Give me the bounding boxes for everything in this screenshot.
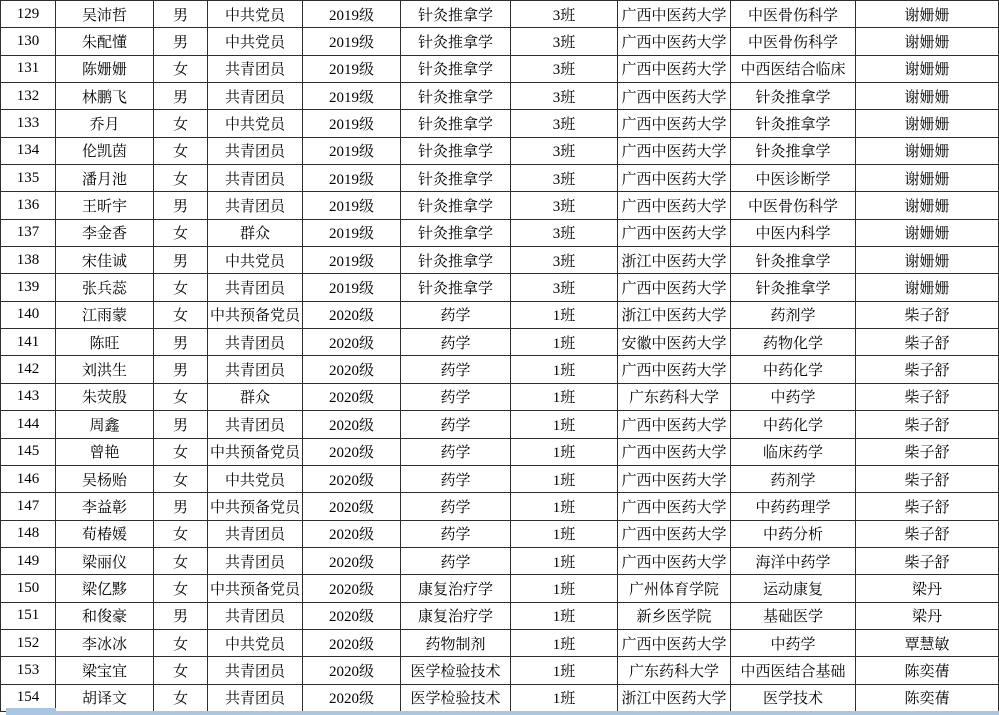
table-cell[interactable]: 1班 — [511, 657, 618, 684]
table-row — [1, 329, 999, 356]
table-cell[interactable]: 2020级 — [303, 520, 401, 547]
table-cell[interactable]: 145 — [1, 438, 56, 465]
table-cell[interactable]: 药学 — [401, 356, 511, 383]
table-cell[interactable]: 1班 — [511, 411, 618, 438]
table-cell[interactable]: 女 — [154, 110, 208, 137]
table-cell[interactable]: 柴子舒 — [856, 547, 999, 574]
table-cell[interactable]: 共青团员 — [208, 83, 303, 110]
table-cell[interactable]: 女 — [154, 137, 208, 164]
table-cell[interactable]: 3班 — [511, 274, 618, 301]
table-cell[interactable]: 2019级 — [303, 28, 401, 55]
table-cell[interactable]: 广州体育学院 — [618, 575, 731, 602]
table-cell[interactable]: 2019级 — [303, 274, 401, 301]
table-cell[interactable]: 针灸推拿学 — [401, 247, 511, 274]
table-cell[interactable]: 男 — [154, 192, 208, 219]
table-cell[interactable]: 李金香 — [56, 219, 154, 246]
table-cell[interactable]: 陈旺 — [56, 329, 154, 356]
table-row — [1, 274, 999, 301]
table-cell[interactable]: 2019级 — [303, 192, 401, 219]
table-cell[interactable]: 和俊豪 — [56, 602, 154, 629]
table-cell[interactable]: 共青团员 — [208, 684, 303, 711]
table-cell[interactable]: 女 — [154, 657, 208, 684]
table-cell[interactable]: 广西中医药大学 — [618, 28, 731, 55]
table-cell[interactable]: 133 — [1, 110, 56, 137]
table-cell[interactable]: 群众 — [208, 219, 303, 246]
table-cell[interactable]: 2020级 — [303, 438, 401, 465]
table-cell[interactable]: 共青团员 — [208, 192, 303, 219]
table-cell[interactable]: 柴子舒 — [856, 520, 999, 547]
table-cell[interactable]: 2019级 — [303, 83, 401, 110]
table-cell[interactable]: 谢姗姗 — [856, 137, 999, 164]
table-cell[interactable]: 女 — [154, 465, 208, 492]
table-cell[interactable]: 135 — [1, 165, 56, 192]
table-cell[interactable]: 谢姗姗 — [856, 83, 999, 110]
table-cell[interactable]: 153 — [1, 657, 56, 684]
table-cell[interactable]: 医学检验技术 — [401, 684, 511, 711]
table-cell[interactable]: 药学 — [401, 301, 511, 328]
table-cell[interactable]: 中药化学 — [731, 356, 856, 383]
table-row — [1, 301, 999, 328]
table-cell[interactable]: 乔月 — [56, 110, 154, 137]
table-cell[interactable]: 广西中医药大学 — [618, 165, 731, 192]
table-cell[interactable]: 2020级 — [303, 411, 401, 438]
table-cell[interactable]: 2019级 — [303, 55, 401, 82]
table-cell[interactable]: 144 — [1, 411, 56, 438]
table-row — [1, 438, 999, 465]
table-cell[interactable]: 男 — [154, 602, 208, 629]
table-cell[interactable]: 2019级 — [303, 1, 401, 28]
table-cell[interactable]: 共青团员 — [208, 329, 303, 356]
table-cell[interactable]: 梁宝宜 — [56, 657, 154, 684]
table-row — [1, 110, 999, 137]
table-cell[interactable]: 广西中医药大学 — [618, 274, 731, 301]
table-cell[interactable]: 张兵蕊 — [56, 274, 154, 301]
table-cell[interactable]: 药学 — [401, 547, 511, 574]
table-cell[interactable]: 131 — [1, 55, 56, 82]
table-cell[interactable]: 柴子舒 — [856, 356, 999, 383]
table-cell[interactable]: 覃慧敏 — [856, 629, 999, 656]
table-cell[interactable]: 针灸推拿学 — [401, 83, 511, 110]
table-row — [1, 465, 999, 492]
table-cell[interactable]: 柴子舒 — [856, 329, 999, 356]
table-cell[interactable]: 海洋中药学 — [731, 547, 856, 574]
table-cell[interactable]: 浙江中医药大学 — [618, 301, 731, 328]
table-cell[interactable]: 中药分析 — [731, 520, 856, 547]
table-cell[interactable]: 女 — [154, 547, 208, 574]
table-cell[interactable]: 药学 — [401, 383, 511, 410]
table-cell[interactable]: 药学 — [401, 493, 511, 520]
table-cell[interactable]: 广东药科大学 — [618, 383, 731, 410]
table-cell[interactable]: 1班 — [511, 383, 618, 410]
table-cell[interactable]: 男 — [154, 356, 208, 383]
table-cell[interactable]: 2020级 — [303, 383, 401, 410]
table-cell[interactable]: 148 — [1, 520, 56, 547]
table-cell[interactable]: 2020级 — [303, 301, 401, 328]
table-cell[interactable]: 男 — [154, 247, 208, 274]
table-cell[interactable]: 宋佳诚 — [56, 247, 154, 274]
table-cell[interactable]: 1班 — [511, 438, 618, 465]
table-cell[interactable]: 男 — [154, 329, 208, 356]
table-cell[interactable]: 广西中医药大学 — [618, 493, 731, 520]
table-cell[interactable]: 2020级 — [303, 629, 401, 656]
table-cell[interactable]: 中医骨伤科学 — [731, 192, 856, 219]
table-cell[interactable]: 王昕宇 — [56, 192, 154, 219]
table-cell[interactable]: 134 — [1, 137, 56, 164]
table-cell[interactable]: 2020级 — [303, 575, 401, 602]
table-cell[interactable]: 女 — [154, 438, 208, 465]
table-cell[interactable]: 群众 — [208, 383, 303, 410]
table-cell[interactable]: 3班 — [511, 110, 618, 137]
table-cell[interactable]: 广西中医药大学 — [618, 411, 731, 438]
table-cell[interactable]: 谢姗姗 — [856, 110, 999, 137]
table-row — [1, 493, 999, 520]
table-row — [1, 657, 999, 684]
table-cell[interactable]: 2020级 — [303, 493, 401, 520]
table-row — [1, 520, 999, 547]
table-cell[interactable]: 2019级 — [303, 165, 401, 192]
table-cell[interactable]: 药物制剂 — [401, 629, 511, 656]
table-cell[interactable]: 针灸推拿学 — [401, 1, 511, 28]
table-cell[interactable]: 女 — [154, 165, 208, 192]
table-cell[interactable]: 梁丽仪 — [56, 547, 154, 574]
table-row — [1, 137, 999, 164]
table-cell[interactable]: 中医骨伤科学 — [731, 28, 856, 55]
table-cell[interactable]: 广西中医药大学 — [618, 438, 731, 465]
table-cell[interactable]: 广东药科大学 — [618, 657, 731, 684]
table-cell[interactable]: 中共党员 — [208, 110, 303, 137]
table-cell[interactable]: 陈奕蒨 — [856, 684, 999, 711]
table-cell[interactable]: 男 — [154, 28, 208, 55]
table-cell[interactable]: 广西中医药大学 — [618, 83, 731, 110]
table-cell[interactable]: 2020级 — [303, 657, 401, 684]
table-cell[interactable]: 中共党员 — [208, 1, 303, 28]
table-cell[interactable]: 浙江中医药大学 — [618, 684, 731, 711]
table-cell[interactable]: 女 — [154, 520, 208, 547]
table-cell[interactable]: 2019级 — [303, 219, 401, 246]
table-row — [1, 411, 999, 438]
table-cell[interactable]: 梁丹 — [856, 602, 999, 629]
table-cell[interactable]: 1班 — [511, 602, 618, 629]
table-cell[interactable]: 柴子舒 — [856, 438, 999, 465]
table-cell[interactable]: 139 — [1, 274, 56, 301]
table-cell[interactable]: 中药学 — [731, 383, 856, 410]
table-cell[interactable]: 女 — [154, 219, 208, 246]
table-cell[interactable]: 吴杨贻 — [56, 465, 154, 492]
table-cell[interactable]: 药学 — [401, 520, 511, 547]
table-cell[interactable]: 2019级 — [303, 247, 401, 274]
table-cell[interactable]: 康复治疗学 — [401, 602, 511, 629]
student-table-body — [1, 1, 999, 712]
table-cell[interactable]: 运动康复 — [731, 575, 856, 602]
table-cell[interactable]: 女 — [154, 575, 208, 602]
table-cell[interactable]: 中共党员 — [208, 465, 303, 492]
table-cell[interactable]: 中共预备党员 — [208, 493, 303, 520]
table-cell[interactable]: 伦凯茵 — [56, 137, 154, 164]
table-cell[interactable]: 药学 — [401, 329, 511, 356]
table-cell[interactable]: 曾艳 — [56, 438, 154, 465]
table-cell[interactable]: 浙江中医药大学 — [618, 247, 731, 274]
table-cell[interactable]: 共青团员 — [208, 55, 303, 82]
table-cell[interactable]: 150 — [1, 575, 56, 602]
table-cell[interactable]: 3班 — [511, 247, 618, 274]
table-cell[interactable]: 142 — [1, 356, 56, 383]
table-cell[interactable]: 中医诊断学 — [731, 165, 856, 192]
table-cell[interactable]: 安徽中医药大学 — [618, 329, 731, 356]
table-cell[interactable]: 林鹏飞 — [56, 83, 154, 110]
table-cell[interactable]: 共青团员 — [208, 547, 303, 574]
table-row — [1, 83, 999, 110]
table-cell[interactable]: 医学技术 — [731, 684, 856, 711]
table-cell[interactable]: 陈姗姗 — [56, 55, 154, 82]
table-cell[interactable]: 针灸推拿学 — [401, 219, 511, 246]
table-row — [1, 28, 999, 55]
table-cell[interactable]: 2020级 — [303, 465, 401, 492]
table-cell[interactable]: 3班 — [511, 192, 618, 219]
table-cell[interactable]: 3班 — [511, 165, 618, 192]
table-cell[interactable]: 1班 — [511, 301, 618, 328]
table-cell[interactable]: 针灸推拿学 — [731, 83, 856, 110]
table-cell[interactable]: 146 — [1, 465, 56, 492]
table-row — [1, 684, 999, 711]
table-cell[interactable]: 共青团员 — [208, 165, 303, 192]
table-cell[interactable]: 共青团员 — [208, 274, 303, 301]
table-cell[interactable]: 针灸推拿学 — [401, 55, 511, 82]
table-cell[interactable]: 李益彰 — [56, 493, 154, 520]
table-cell[interactable]: 临床药学 — [731, 438, 856, 465]
table-cell[interactable]: 1班 — [511, 575, 618, 602]
table-cell[interactable]: 梁丹 — [856, 575, 999, 602]
table-row — [1, 192, 999, 219]
table-cell[interactable]: 136 — [1, 192, 56, 219]
table-cell[interactable]: 共青团员 — [208, 137, 303, 164]
table-cell[interactable]: 男 — [154, 411, 208, 438]
table-cell[interactable]: 针灸推拿学 — [401, 110, 511, 137]
table-cell[interactable]: 胡译文 — [56, 684, 154, 711]
table-cell[interactable]: 潘月池 — [56, 165, 154, 192]
table-cell[interactable]: 2020级 — [303, 602, 401, 629]
table-cell[interactable]: 针灸推拿学 — [401, 28, 511, 55]
table-cell[interactable]: 医学检验技术 — [401, 657, 511, 684]
table-cell[interactable]: 中药药理学 — [731, 493, 856, 520]
table-cell[interactable]: 中共预备党员 — [208, 438, 303, 465]
table-cell[interactable]: 138 — [1, 247, 56, 274]
table-cell[interactable]: 1班 — [511, 629, 618, 656]
table-cell[interactable]: 152 — [1, 629, 56, 656]
table-cell[interactable]: 谢姗姗 — [856, 219, 999, 246]
table-cell[interactable]: 3班 — [511, 1, 618, 28]
table-cell[interactable]: 广西中医药大学 — [618, 55, 731, 82]
table-cell[interactable]: 谢姗姗 — [856, 247, 999, 274]
table-cell[interactable]: 3班 — [511, 83, 618, 110]
table-cell[interactable]: 谢姗姗 — [856, 165, 999, 192]
table-cell[interactable]: 女 — [154, 274, 208, 301]
table-cell[interactable]: 共青团员 — [208, 411, 303, 438]
table-cell[interactable]: 柴子舒 — [856, 493, 999, 520]
table-cell[interactable]: 药剂学 — [731, 465, 856, 492]
table-cell[interactable]: 男 — [154, 83, 208, 110]
table-cell[interactable]: 143 — [1, 383, 56, 410]
table-cell[interactable]: 2020级 — [303, 547, 401, 574]
bottom-edge-highlight — [6, 711, 999, 715]
table-cell[interactable]: 谢姗姗 — [856, 192, 999, 219]
table-cell[interactable]: 中医骨伤科学 — [731, 1, 856, 28]
table-cell[interactable]: 130 — [1, 28, 56, 55]
table-cell[interactable]: 1班 — [511, 493, 618, 520]
table-cell[interactable]: 陈奕蒨 — [856, 657, 999, 684]
table-cell[interactable]: 149 — [1, 547, 56, 574]
table-cell[interactable]: 137 — [1, 219, 56, 246]
table-cell[interactable]: 刘洪生 — [56, 356, 154, 383]
table-cell[interactable]: 谢姗姗 — [856, 1, 999, 28]
table-cell[interactable]: 谢姗姗 — [856, 28, 999, 55]
table-cell[interactable]: 针灸推拿学 — [731, 274, 856, 301]
table-cell[interactable]: 共青团员 — [208, 602, 303, 629]
table-cell[interactable]: 男 — [154, 493, 208, 520]
table-cell[interactable]: 药学 — [401, 438, 511, 465]
table-cell[interactable]: 广西中医药大学 — [618, 520, 731, 547]
table-cell[interactable]: 中医内科学 — [731, 219, 856, 246]
table-cell[interactable]: 江雨蒙 — [56, 301, 154, 328]
table-cell[interactable]: 吴沛哲 — [56, 1, 154, 28]
table-cell[interactable]: 132 — [1, 83, 56, 110]
table-cell[interactable]: 中共党员 — [208, 247, 303, 274]
table-cell[interactable]: 3班 — [511, 28, 618, 55]
table-row — [1, 547, 999, 574]
table-cell[interactable]: 中共党员 — [208, 28, 303, 55]
table-cell[interactable]: 柴子舒 — [856, 411, 999, 438]
table-cell[interactable]: 151 — [1, 602, 56, 629]
table-cell[interactable]: 1班 — [511, 356, 618, 383]
table-cell[interactable]: 药剂学 — [731, 301, 856, 328]
table-cell[interactable]: 中药学 — [731, 629, 856, 656]
table-cell[interactable]: 针灸推拿学 — [731, 247, 856, 274]
table-row — [1, 1, 999, 28]
table-cell[interactable]: 2020级 — [303, 356, 401, 383]
table-row — [1, 575, 999, 602]
table-cell[interactable]: 2019级 — [303, 110, 401, 137]
table-cell[interactable]: 3班 — [511, 137, 618, 164]
table-cell[interactable]: 药学 — [401, 411, 511, 438]
table-cell[interactable]: 梁亿黟 — [56, 575, 154, 602]
table-cell[interactable]: 朱配懂 — [56, 28, 154, 55]
table-cell[interactable]: 共青团员 — [208, 356, 303, 383]
table-row — [1, 383, 999, 410]
table-cell[interactable]: 女 — [154, 383, 208, 410]
table-cell[interactable]: 康复治疗学 — [401, 575, 511, 602]
table-cell[interactable]: 1班 — [511, 547, 618, 574]
table-cell[interactable]: 广西中医药大学 — [618, 356, 731, 383]
table-cell[interactable]: 2020级 — [303, 684, 401, 711]
table-cell[interactable]: 广西中医药大学 — [618, 1, 731, 28]
table-cell[interactable]: 广西中医药大学 — [618, 110, 731, 137]
table-cell[interactable]: 129 — [1, 1, 56, 28]
table-cell[interactable]: 针灸推拿学 — [401, 274, 511, 301]
table-cell[interactable]: 谢姗姗 — [856, 274, 999, 301]
table-cell[interactable]: 朱荧殷 — [56, 383, 154, 410]
table-cell[interactable]: 广西中医药大学 — [618, 192, 731, 219]
table-cell[interactable]: 针灸推拿学 — [731, 110, 856, 137]
table-cell[interactable]: 中共预备党员 — [208, 575, 303, 602]
table-cell[interactable]: 针灸推拿学 — [401, 165, 511, 192]
table-cell[interactable]: 周鑫 — [56, 411, 154, 438]
table-cell[interactable]: 1班 — [511, 329, 618, 356]
table-cell[interactable]: 2019级 — [303, 137, 401, 164]
table-cell[interactable]: 中西医结合基础 — [731, 657, 856, 684]
table-row — [1, 165, 999, 192]
table-cell[interactable]: 针灸推拿学 — [401, 192, 511, 219]
table-cell[interactable]: 广西中医药大学 — [618, 465, 731, 492]
table-cell[interactable]: 女 — [154, 301, 208, 328]
table-cell[interactable]: 荀椿媛 — [56, 520, 154, 547]
table-row — [1, 247, 999, 274]
table-cell[interactable]: 基础医学 — [731, 602, 856, 629]
table-cell[interactable]: 针灸推拿学 — [401, 137, 511, 164]
table-cell[interactable]: 柴子舒 — [856, 383, 999, 410]
table-row — [1, 356, 999, 383]
table-cell[interactable]: 中共预备党员 — [208, 301, 303, 328]
table-cell[interactable]: 1班 — [511, 684, 618, 711]
table-cell[interactable]: 药学 — [401, 465, 511, 492]
table-cell[interactable]: 3班 — [511, 55, 618, 82]
table-cell[interactable]: 药物化学 — [731, 329, 856, 356]
table-cell[interactable]: 中共党员 — [208, 629, 303, 656]
table-cell[interactable]: 广西中医药大学 — [618, 219, 731, 246]
table-cell[interactable]: 共青团员 — [208, 520, 303, 547]
table-cell[interactable]: 中西医结合临床 — [731, 55, 856, 82]
table-cell[interactable]: 154 — [1, 684, 56, 711]
table-cell[interactable]: 新乡医学院 — [618, 602, 731, 629]
table-cell[interactable]: 3班 — [511, 219, 618, 246]
table-cell[interactable]: 1班 — [511, 465, 618, 492]
table-cell[interactable]: 李冰冰 — [56, 629, 154, 656]
table-cell[interactable]: 广西中医药大学 — [618, 629, 731, 656]
table-cell[interactable]: 1班 — [511, 520, 618, 547]
table-cell[interactable]: 柴子舒 — [856, 465, 999, 492]
table-cell[interactable]: 男 — [154, 1, 208, 28]
table-cell[interactable]: 2020级 — [303, 329, 401, 356]
table-row — [1, 629, 999, 656]
table-cell[interactable]: 柴子舒 — [856, 301, 999, 328]
table-cell[interactable]: 女 — [154, 629, 208, 656]
table-cell[interactable]: 女 — [154, 55, 208, 82]
table-cell[interactable]: 共青团员 — [208, 657, 303, 684]
table-cell[interactable]: 中药化学 — [731, 411, 856, 438]
table-row — [1, 55, 999, 82]
table-cell[interactable]: 谢姗姗 — [856, 55, 999, 82]
table-cell[interactable]: 广西中医药大学 — [618, 547, 731, 574]
table-row — [1, 602, 999, 629]
table-cell[interactable]: 广西中医药大学 — [618, 137, 731, 164]
bottom-edge-corner — [6, 708, 56, 715]
table-cell[interactable]: 针灸推拿学 — [731, 137, 856, 164]
table-cell[interactable]: 147 — [1, 493, 56, 520]
table-cell[interactable]: 141 — [1, 329, 56, 356]
table-row — [1, 219, 999, 246]
table-cell[interactable]: 女 — [154, 684, 208, 711]
table-cell[interactable]: 140 — [1, 301, 56, 328]
